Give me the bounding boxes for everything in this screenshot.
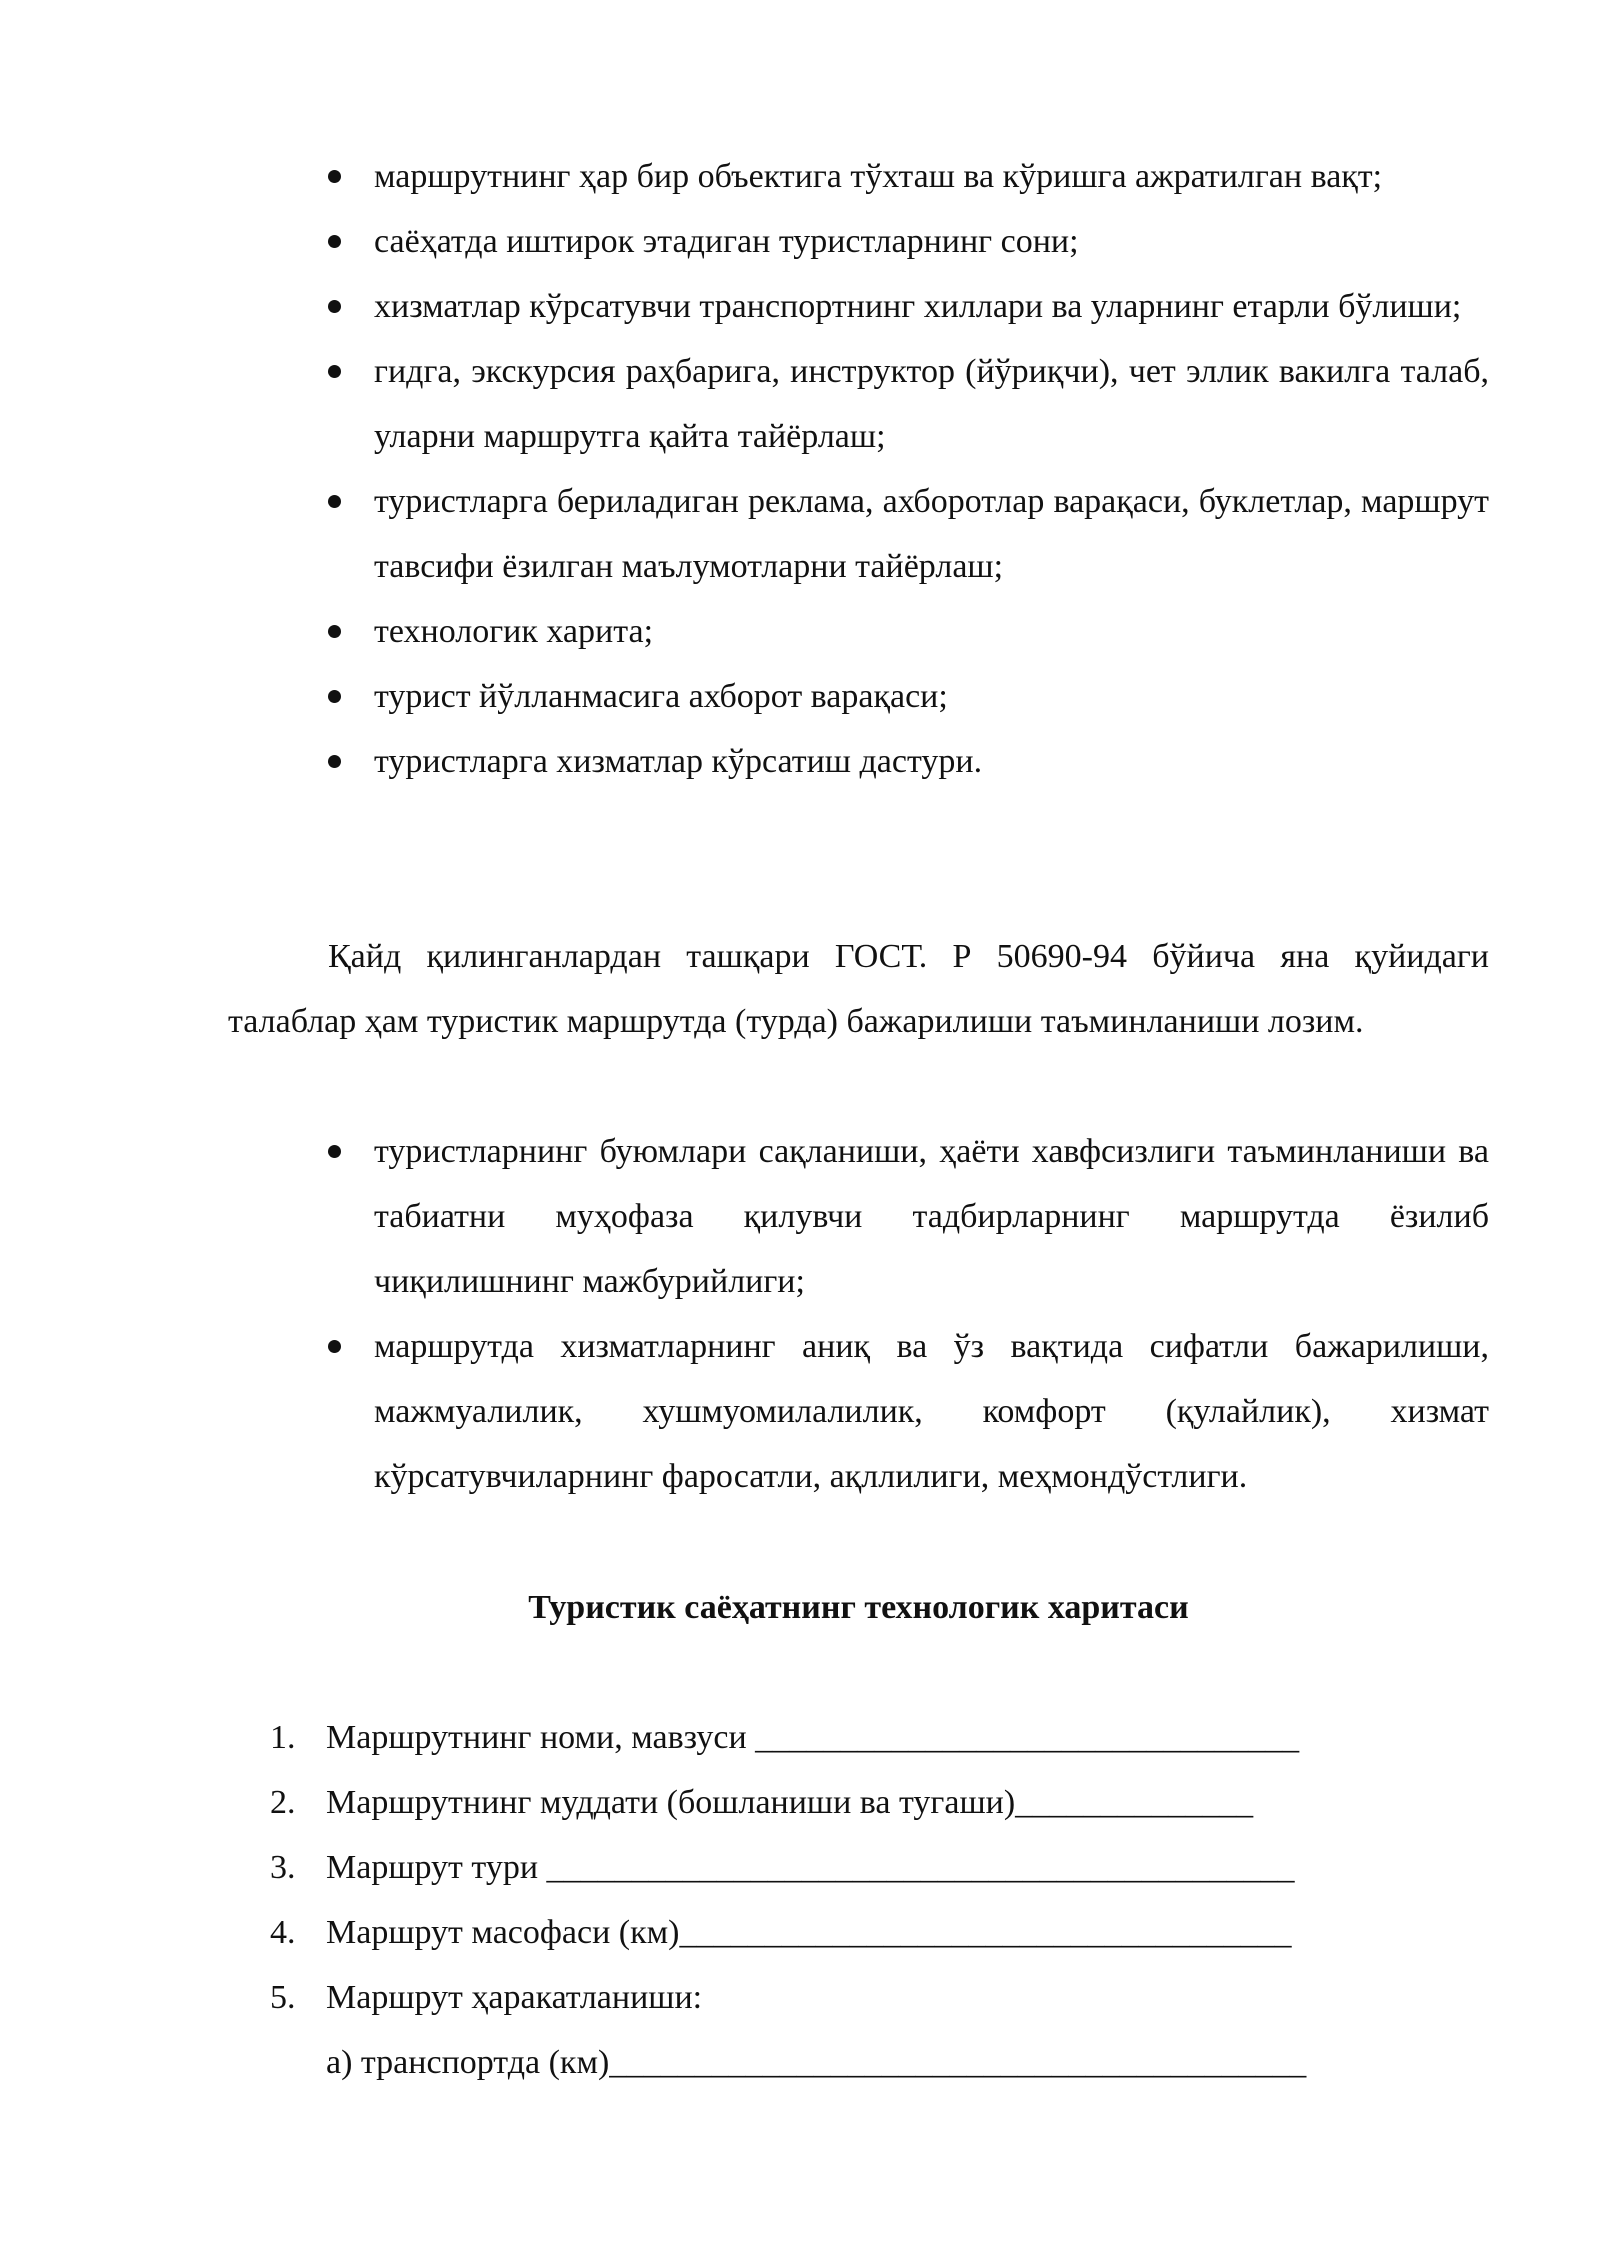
form-line xyxy=(270,1705,1490,1770)
item-number: 3. xyxy=(270,1849,296,1886)
form-line-text: Маршрутнинг номи, мавзуси ________________________________ xyxy=(326,1719,1300,1756)
form-line-text: Маршрутнинг муддати (бошланиши ва тугаши)______________ xyxy=(326,1784,1254,1821)
form-sub-line: а) транспортда (км)_________________________________________ xyxy=(326,2044,1307,2081)
item-number: 4. xyxy=(270,1914,296,1951)
gost-bullet-list xyxy=(324,1119,1489,1509)
list-item xyxy=(324,209,1489,274)
tech-map-form-list xyxy=(270,1705,1490,2030)
list-item-text: туристларнинг буюмлари сақланиши, ҳаёти хавфсизлиги таъминланиши ва табиатни муҳофаза қилувчи тадбирларнинг маршрутда ёзилиб чиқилишнинг мажбурийлиги; xyxy=(374,1133,1489,1300)
form-line-text: Маршрут тури ____________________________________________ xyxy=(326,1849,1295,1886)
bullet-icon xyxy=(328,1340,341,1353)
item-number: 1. xyxy=(270,1719,296,1756)
list-item-text: маршрутда хизматларнинг аниқ ва ўз вақтида сифатли бажарилиши, мажмуалилик, хушмуомилалилик, комфорт (қулайлик), хизмат кўрсатувчиларнинг фаросатли, ақллилиги, меҳмондўстлиги. xyxy=(374,1328,1489,1495)
list-item-text: туристларга хизматлар кўрсатиш дастури. xyxy=(374,743,983,780)
form-line xyxy=(270,1835,1490,1900)
list-item-text: турист йўлланмасига ахборот варақаси; xyxy=(374,678,948,715)
form-line xyxy=(270,1965,1490,2030)
list-item xyxy=(324,729,1489,794)
bullet-icon xyxy=(328,1145,341,1158)
list-item xyxy=(324,144,1489,209)
list-item xyxy=(324,339,1489,469)
list-item-text: хизматлар кўрсатувчи транспортнинг хиллари ва уларнинг етарли бўлиши; xyxy=(374,288,1462,325)
requirements-bullet-list xyxy=(324,144,1489,794)
list-item xyxy=(324,599,1489,664)
bullet-icon xyxy=(328,170,341,183)
bullet-icon xyxy=(328,690,341,703)
form-line-text: Маршрут масофаси (км)____________________________________ xyxy=(326,1914,1292,1951)
bullet-icon xyxy=(328,365,341,378)
bullet-icon xyxy=(328,300,341,313)
list-item xyxy=(324,274,1489,339)
list-item-text: технологик харита; xyxy=(374,613,654,650)
list-item-text: гидга, экскурсия раҳбарига, инструктор (йўриқчи), чет эллик вакилга талаб, уларни маршрутга қайта тайёрлаш; xyxy=(374,353,1489,455)
form-line xyxy=(270,1770,1490,1835)
item-number: 2. xyxy=(270,1784,296,1821)
list-item xyxy=(324,1119,1489,1314)
list-item-text: саёҳатда иштирок этадиган туристларнинг сони; xyxy=(374,223,1079,260)
form-line xyxy=(270,1900,1490,1965)
bullet-icon xyxy=(328,755,341,768)
gost-paragraph: Қайд қилинганлардан ташқари ГОСТ. Р 50690-94 бўйича яна қуйидаги талаблар ҳам туристик маршрутда (турда) бажарилиши таъминланиши лозим. xyxy=(228,938,1489,1040)
list-item-text: маршрутнинг ҳар бир объектига тўхташ ва кўришга ажратилган вақт; xyxy=(374,158,1383,195)
bullet-icon xyxy=(328,495,341,508)
list-item-text: туристларга бериладиган реклама, ахборотлар варақаси, буклетлар, маршрут тавсифи ёзилган маълумотларни тайёрлаш; xyxy=(374,483,1489,585)
list-item xyxy=(324,664,1489,729)
bullet-icon xyxy=(328,625,341,638)
form-line-text: Маршрут ҳаракатланиши: xyxy=(326,1979,703,2016)
item-number: 5. xyxy=(270,1979,296,2016)
bullet-icon xyxy=(328,235,341,248)
section-heading: Туристик саёҳатнинг технологик харитаси xyxy=(528,1589,1189,1626)
list-item xyxy=(324,1314,1489,1509)
list-item xyxy=(324,469,1489,599)
